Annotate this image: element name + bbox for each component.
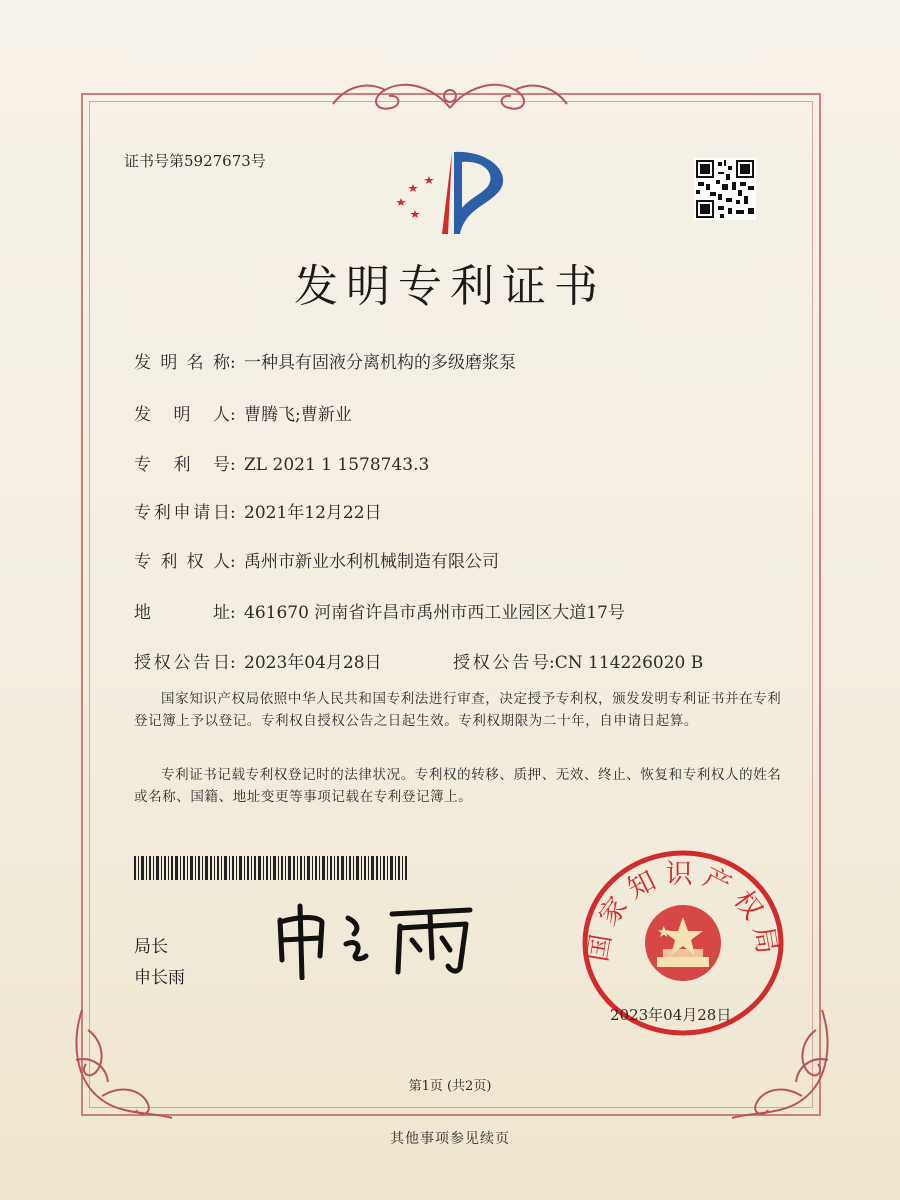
seal-date: 2023年04月28日 <box>610 1006 732 1024</box>
field-grant-date: 授权公告日: 2023年04月28日 <box>134 648 382 673</box>
field-value: 禹州市新业水利机械制造有限公司 <box>244 552 499 572</box>
field-value: 一种具有固液分离机构的多级磨浆泵 <box>244 353 516 373</box>
field-patent-number: 专利号: ZL 2021 1 1578743.3 <box>134 450 429 475</box>
field-label: 授权公告号 <box>453 653 549 673</box>
field-value: 曹腾飞;曹新业 <box>244 405 352 425</box>
page-title: 发明专利证书 <box>294 261 606 312</box>
top-ornament <box>325 68 575 116</box>
barcode <box>134 856 407 880</box>
field-patentee: 专利权人: 禹州市新业水利机械制造有限公司 <box>134 547 499 572</box>
field-value: 2023年04月28日 <box>244 653 382 673</box>
field-label: 发明人 <box>134 405 230 425</box>
statement-paragraph-1: 国家知识产权局依照中华人民共和国专利法进行审查，决定授予专利权，颁发发明专利证书并在专利登记簿上予以登记。专利权自授权公告之日起生效。专利权期限为二十年，自申请日起算。 <box>134 691 782 729</box>
qr-code <box>694 158 756 220</box>
field-value: 461670 河南省许昌市禹州市西工业园区大道17号 <box>244 603 625 623</box>
seal-text: 国家知识产权局 <box>582 859 784 964</box>
field-address: 地址: 461670 河南省许昌市禹州市西工业园区大道17号 <box>134 598 625 623</box>
signatory-title: 局长 <box>134 937 168 957</box>
signature <box>270 900 485 980</box>
field-announcement-number: 授权公告号:CN 114226020 B <box>453 648 703 673</box>
field-value: 2021年12月22日 <box>244 503 382 523</box>
cnipa-logo <box>388 148 518 238</box>
certificate-number: 证书号第5927673号 <box>124 152 266 170</box>
field-invention-name: 发明名称: 一种具有固液分离机构的多级磨浆泵 <box>134 348 516 373</box>
field-label: 授权公告日 <box>134 653 230 673</box>
signatory-name: 申长雨 <box>134 968 185 988</box>
statement-paragraph-2: 专利证书记载专利权登记时的法律状况。专利权的转移、质押、无效、终止、恢复和专利权人的姓名或名称、国籍、地址变更等事项记载在专利登记簿上。 <box>134 767 782 805</box>
page-number: 第1页 (共2页) <box>408 1079 492 1094</box>
field-application-date: 专利申请日: 2021年12月22日 <box>134 498 382 523</box>
field-inventor: 发明人: 曹腾飞;曹新业 <box>134 400 352 425</box>
field-label: 专利号 <box>134 455 230 475</box>
field-label: 发明名称 <box>134 353 230 373</box>
field-label: 专利权人 <box>134 552 230 572</box>
field-value: CN 114226020 B <box>554 653 704 673</box>
field-label: 专利申请日 <box>134 503 230 523</box>
bottom-left-ornament <box>62 1000 192 1130</box>
field-value: ZL 2021 1 1578743.3 <box>244 455 430 475</box>
field-label: 地址 <box>134 603 230 623</box>
footer-note: 其他事项参见续页 <box>390 1131 510 1147</box>
